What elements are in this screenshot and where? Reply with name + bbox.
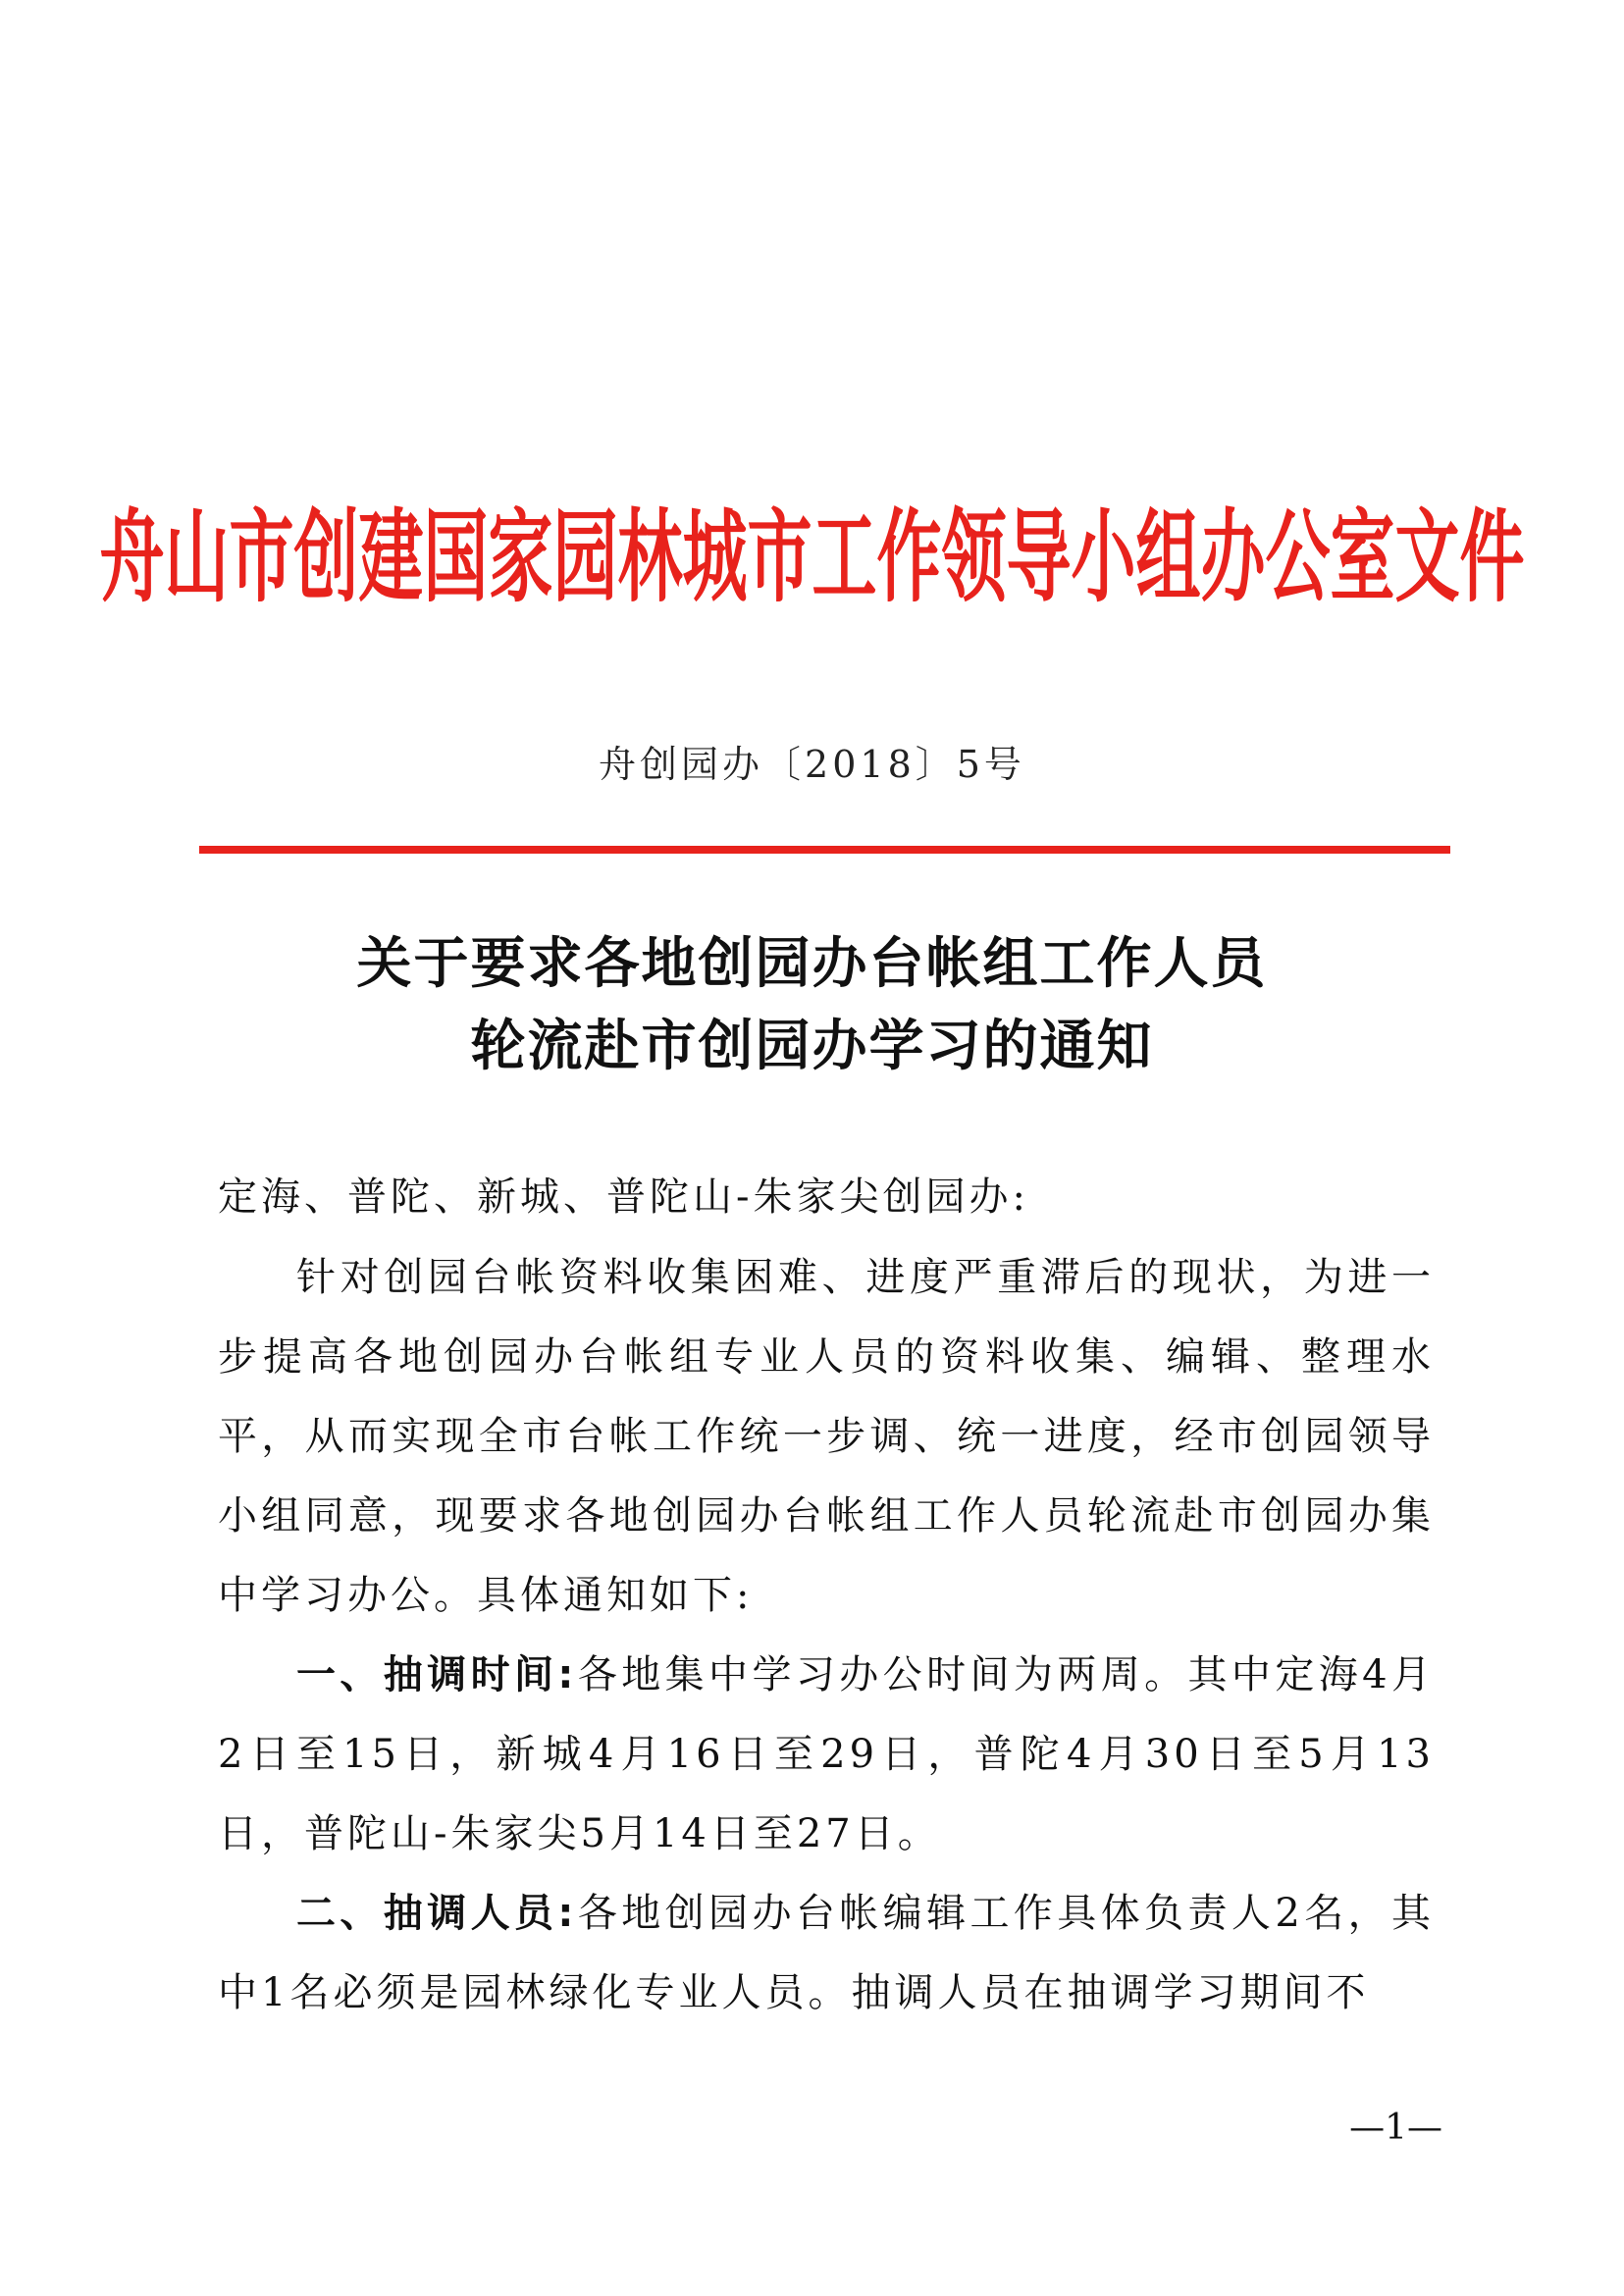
red-separator-rule <box>199 846 1450 854</box>
section-1-text: 各地集中学习办公时间为两周。其中定海4月2日至15日，新城4月16日至29日，普陀4月30日至5月13日，普陀山-朱家尖5月14日至27日。 <box>218 1652 1435 1856</box>
issuing-office-title: 舟山市创建国家园林城市工作领导小组办公室文件 <box>99 497 1525 615</box>
body-paragraph-section-1 <box>218 1636 1435 1874</box>
notice-title-line-2: 轮流赴市创园办学习的通知 <box>470 1014 1154 1078</box>
body-paragraph-section-2 <box>218 1874 1435 2033</box>
notice-title-line-1: 关于要求各地创园办台帐组工作人员 <box>356 931 1268 996</box>
body-paragraph-intro: 针对创园台帐资料收集困难、进度严重滞后的现状，为进一步提高各地创园办台帐组专业人员的资料收集、编辑、整理水平，从而实现全市台帐工作统一步调、统一进度，经市创园领导小组同意，现要求各地创园办台帐组工作人员轮流赴市创园办集中学习办公。具体通知如下: <box>218 1255 1435 1618</box>
recipients-line: 定海、普陀、新城、普陀山-朱家尖创园办: <box>218 1174 1029 1220</box>
document-number: 舟创园办〔2018〕5号 <box>599 743 1025 786</box>
section-1-heading: 一、抽调时间: <box>296 1652 578 1697</box>
section-2-heading: 二、抽调人员: <box>296 1891 578 1936</box>
section-2-text: 各地创园办台帐编辑工作具体负责人2名，其中1名必须是园林绿化专业人员。抽调人员在抽调学习期间不 <box>218 1891 1435 2015</box>
page-number: —1— <box>1349 2108 1442 2148</box>
